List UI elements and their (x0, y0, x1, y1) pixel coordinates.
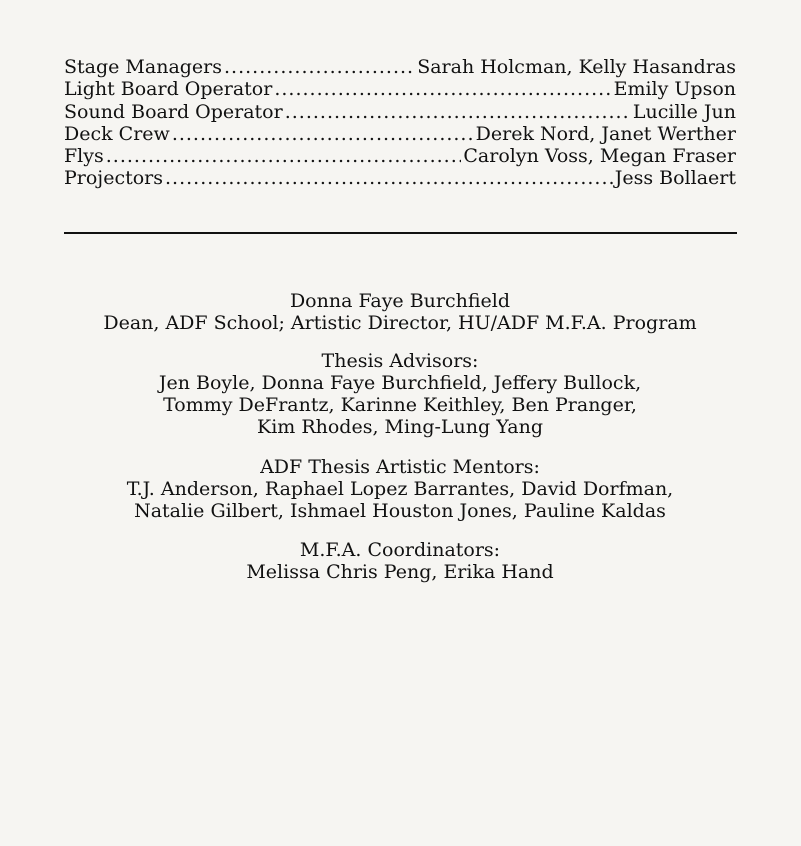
credit-row (64, 78, 736, 100)
thesis-advisors-block (60, 350, 740, 438)
dean-name: Donna Faye Burchfield (289, 290, 511, 312)
artistic-mentors-block (60, 456, 740, 522)
thesis-advisors-line: Jen Boyle, Donna Faye Burchfield, Jeffery Bullock, (158, 372, 642, 394)
credit-row (64, 101, 736, 123)
dot-leader (285, 101, 631, 123)
coordinators-heading: M.F.A. Coordinators: (299, 539, 501, 561)
dot-leader (224, 56, 415, 78)
artistic-mentors-line: T.J. Anderson, Raphael Lopez Barrantes, David Dorfman, (126, 478, 674, 500)
coordinators-block (60, 539, 740, 583)
credit-role: Flys (64, 145, 104, 168)
credit-role: Projectors (64, 167, 163, 190)
thesis-advisors-line: Kim Rhodes, Ming-Lung Yang (257, 416, 543, 438)
credit-name: Emily Upson (613, 78, 736, 101)
credit-row (64, 145, 736, 167)
crew-credits-list (64, 56, 736, 190)
thesis-advisors-line: Tommy DeFrantz, Karinne Keithley, Ben Pranger, (163, 394, 637, 416)
credit-name: Derek Nord, Janet Werther (475, 122, 736, 145)
dean-block (60, 290, 740, 334)
credit-role: Light Board Operator (64, 78, 273, 101)
artistic-mentors-heading: ADF Thesis Artistic Mentors: (260, 456, 540, 478)
coordinators-line: Melissa Chris Peng, Erika Hand (246, 561, 554, 583)
credit-name: Lucille Jun (632, 100, 736, 123)
credit-row (64, 167, 736, 189)
thesis-advisors-heading: Thesis Advisors: (321, 350, 479, 372)
credit-name: Carolyn Voss, Megan Fraser (463, 145, 736, 168)
credit-name: Jess Bollaert (614, 167, 736, 190)
credit-row (64, 56, 736, 78)
dot-leader (106, 145, 462, 167)
credit-role: Deck Crew (64, 122, 170, 145)
credit-role: Stage Managers (64, 56, 223, 78)
credit-role: Sound Board Operator (64, 100, 283, 123)
credit-name: Sarah Holcman, Kelly Hasandras (417, 56, 736, 78)
artistic-mentors-line: Natalie Gilbert, Ishmael Houston Jones, Pauline Kaldas (134, 500, 666, 522)
credit-row (64, 123, 736, 145)
dean-title: Dean, ADF School; Artistic Director, HU/ADF M.F.A. Program (103, 312, 697, 334)
dot-leader (274, 78, 611, 100)
dot-leader (172, 123, 474, 145)
dot-leader (165, 167, 613, 189)
section-divider (64, 232, 737, 234)
